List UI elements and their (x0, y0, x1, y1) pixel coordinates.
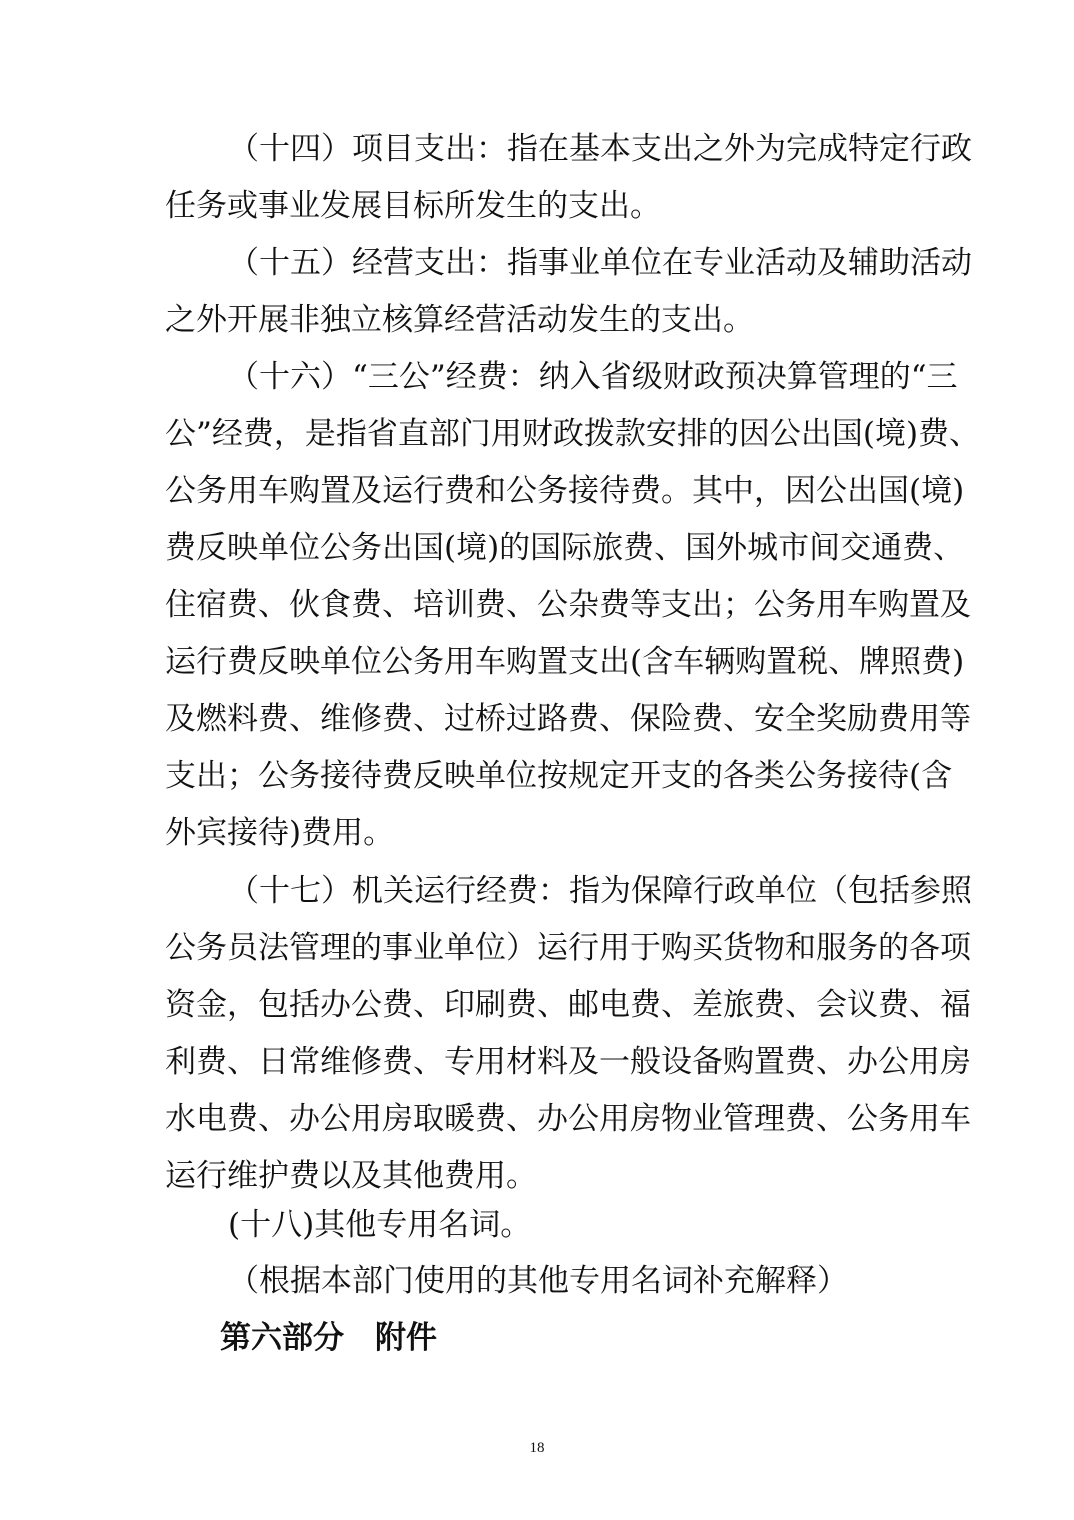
paragraph-17-line-4: 利费、日常维修费、专用材料及一般设备购置费、办公用房 (165, 1044, 971, 1080)
paragraph-16-line-1: （十六）“三公”经费：纳入省级财政预决算管理的“三 (228, 359, 958, 395)
paragraph-17-line-1: （十七）机关运行经费：指为保障行政单位（包括参照 (228, 873, 972, 909)
paragraph-16-line-6: 运行费反映单位公务用车购置支出(含车辆购置税、牌照费) (165, 644, 965, 680)
paragraph-17-line-6: 运行维护费以及其他费用。 (165, 1158, 537, 1194)
page-number: 18 (529, 1440, 545, 1456)
paragraph-18: (十八)其他专用名词。 (228, 1207, 532, 1243)
paragraph-16-line-5: 住宿费、伙食费、培训费、公杂费等支出；公务用车购置及 (165, 587, 971, 623)
paragraph-17-line-3: 资金，包括办公费、印刷费、邮电费、差旅费、会议费、福 (165, 987, 971, 1023)
explanation-note: （根据本部门使用的其他专用名词补充解释） (228, 1263, 848, 1299)
paragraph-14-line-2: 任务或事业发展目标所发生的支出。 (165, 188, 661, 224)
paragraph-16-line-7: 及燃料费、维修费、过桥过路费、保险费、安全奖励费用等 (165, 701, 971, 737)
paragraph-16-line-4: 费反映单位公务出国(境)的国际旅费、国外城市间交通费、 (165, 530, 965, 566)
paragraph-16-line-9: 外宾接待)费用。 (165, 815, 395, 851)
paragraph-15-line-1: （十五）经营支出：指事业单位在专业活动及辅助活动 (228, 245, 972, 281)
paragraph-15-line-2: 之外开展非独立核算经营活动发生的支出。 (165, 302, 754, 338)
paragraph-17-line-2: 公务员法管理的事业单位）运行用于购买货物和服务的各项 (165, 930, 971, 966)
paragraph-16-line-2: 公”经费，是指省直部门用财政拨款安排的因公出国(境)费、 (165, 416, 981, 452)
paragraph-17-line-5: 水电费、办公用房取暖费、办公用房物业管理费、公务用车 (165, 1101, 971, 1137)
section-heading: 第六部分 附件 (220, 1320, 437, 1356)
paragraph-14-line-1: （十四）项目支出：指在基本支出之外为完成特定行政 (228, 131, 972, 167)
paragraph-16-line-8: 支出；公务接待费反映单位按规定开支的各类公务接待(含 (165, 758, 953, 794)
paragraph-16-line-3: 公务用车购置及运行费和公务接待费。其中，因公出国(境) (165, 473, 965, 509)
